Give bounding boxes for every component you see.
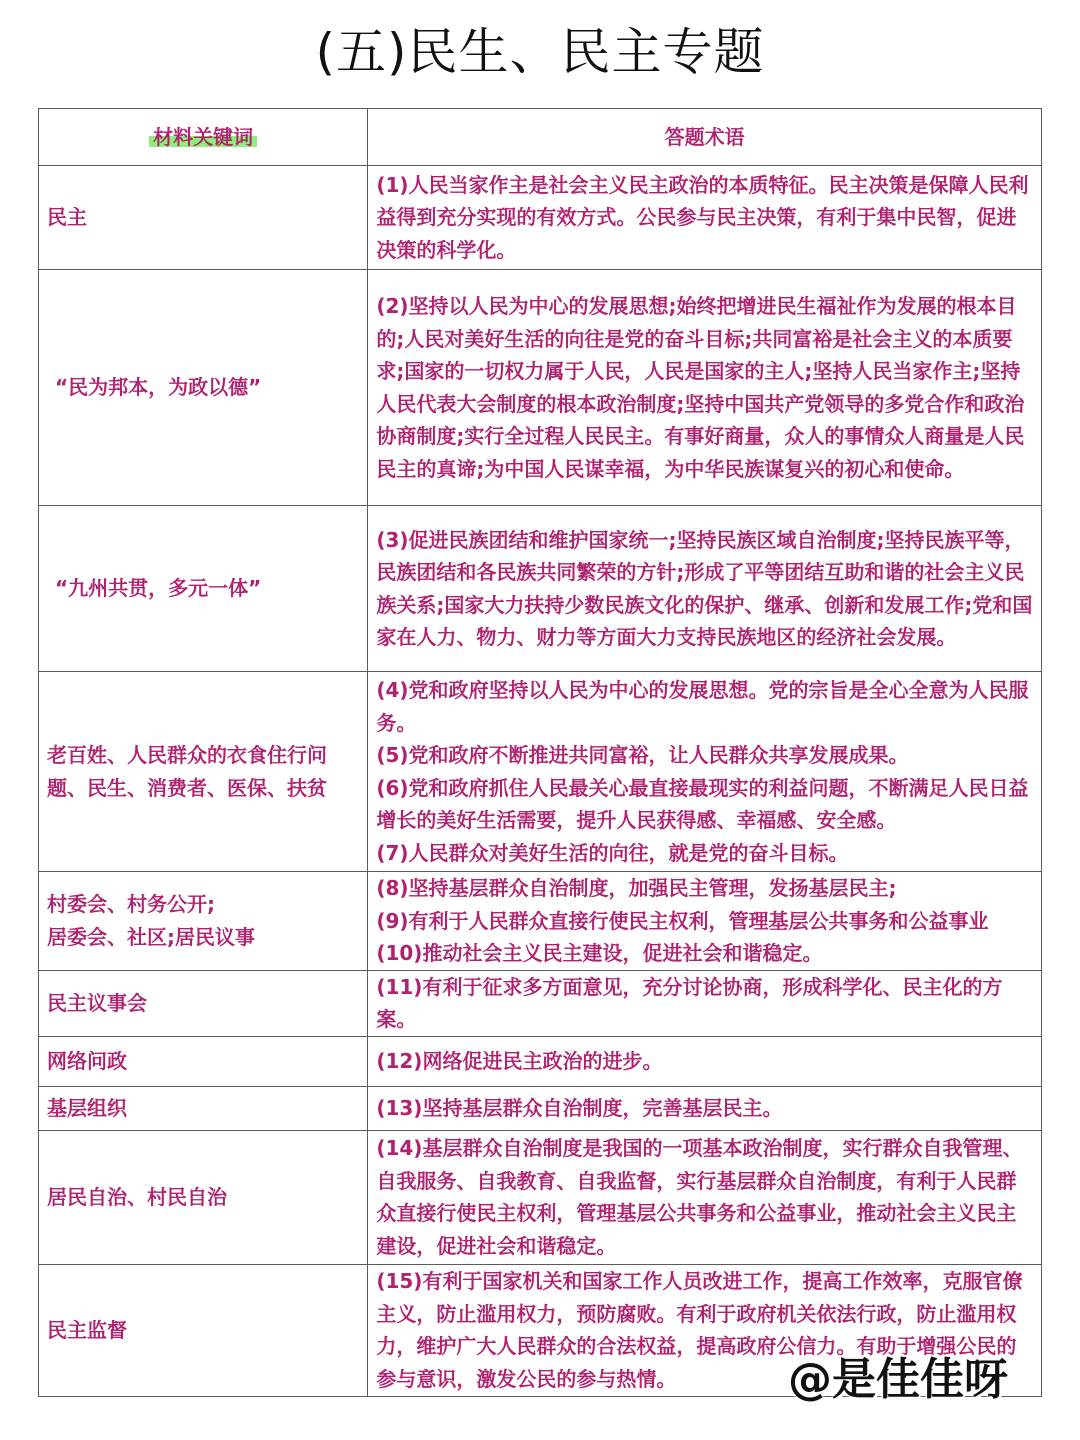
answer-column-header-label: 答题术语 (664, 124, 745, 149)
table-row (39, 1086, 1042, 1130)
answer-text: (9)有利于人民群众直接行使民主权利，管理基层公共事务和公益事业 (376, 908, 989, 933)
answer-text: (5)党和政府不断推进共同富裕，让人民群众共享发展成果。 (376, 743, 909, 767)
table-row (39, 970, 1042, 1036)
keyword-column-header (39, 109, 368, 166)
keyword-text: 民主议事会 (47, 990, 147, 1015)
watermark: @是佳佳呀 (788, 1354, 1008, 1405)
answer-cell (368, 1036, 1042, 1086)
keyword-text: “九州共贯，多元一体” (55, 576, 262, 601)
table-row (39, 1036, 1042, 1086)
answer-text: (6)党和政府抓住人民最关心最直接最现实的利益问题，不断满足人民日益增长的美好生活需要，提升人民获得感、幸福感、安全感。 (376, 775, 1029, 832)
keyword-text: 网络问政 (47, 1048, 127, 1073)
keyword-text: 老百姓、人民群众的衣食住行问题、民生、消费者、医保、扶贫 (47, 743, 327, 800)
keyword-answer-table (38, 108, 1042, 1397)
answer-text: (11)有利于征求多方面意见，充分讨论协商，形成科学化、民主化的方案。 (376, 974, 1003, 1031)
table-row (39, 672, 1042, 872)
table-row (39, 1130, 1042, 1264)
keyword-cell (39, 872, 368, 971)
table-body (39, 166, 1042, 1397)
answer-cell (368, 166, 1042, 270)
answer-cell (368, 506, 1042, 672)
answer-text: (13)坚持基层群众自治制度，完善基层民主。 (376, 1095, 783, 1120)
keyword-text: 民主 (47, 205, 87, 230)
answer-cell (368, 1086, 1042, 1130)
keyword-text: “民为邦本，为政以德” (55, 375, 262, 400)
table-row (39, 166, 1042, 270)
table-row (39, 506, 1042, 672)
answer-text: (8)坚持基层群众自治制度，加强民主管理，发扬基层民主; (376, 876, 897, 900)
page-title: (五)民生、民主专题 (315, 23, 765, 81)
answer-cell (368, 1130, 1042, 1264)
answer-cell (368, 672, 1042, 872)
keyword-text: 村委会、村务公开; (47, 892, 215, 917)
table-header-row (39, 109, 1042, 166)
answer-text: (14)基层群众自治制度是我国的一项基本政治制度，实行群众自我管理、自我服务、自我教育、自我监督，实行基层群众自治制度，有利于人民群众直接行使民主权利，管理基层公共事务和公益事业，推动社会主义民主建设，促进社会和谐稳定。 (376, 1136, 1023, 1258)
keyword-cell (39, 270, 368, 506)
answer-text: (10)推动社会主义民主建设，促进社会和谐稳定。 (376, 941, 823, 965)
table-row (39, 872, 1042, 971)
answer-text: (4)党和政府坚持以人民为中心的发展思想。党的宗旨是全心全意为人民服务。 (376, 678, 1029, 735)
keyword-text: 居民自治、村民自治 (47, 1184, 227, 1209)
keyword-cell (39, 1264, 368, 1396)
keyword-cell (39, 1130, 368, 1264)
keyword-cell (39, 1036, 368, 1086)
answer-text: (12)网络促进民主政治的进步。 (376, 1048, 663, 1073)
keyword-text: 居委会、社区;居民议事 (47, 924, 255, 949)
keyword-text: 民主监督 (47, 1317, 127, 1342)
table-row (39, 270, 1042, 506)
keyword-cell (39, 506, 368, 672)
answer-text: (7)人民群众对美好生活的向往，就是党的奋斗目标。 (376, 840, 849, 865)
keyword-cell (39, 1086, 368, 1130)
answer-cell (368, 970, 1042, 1036)
keyword-column-header-label: 材料关键词 (149, 125, 257, 149)
keyword-cell (39, 166, 368, 270)
answer-column-header (368, 109, 1042, 166)
answer-text: (3)促进民族团结和维护国家统一;坚持民族区域自治制度;坚持民族平等，民族团结和各民族共同繁荣的方针;形成了平等团结互助和谐的社会主义民族关系;国家大力扶持少数民族文化的保护、继承、创新和发展工作;党和国家在人力、物力、财力等方面大力支持民族地区的经济社会发展。 (376, 527, 1033, 649)
answer-text: (1)人民当家作主是社会主义民主政治的本质特征。民主决策是保障人民利益得到充分实现的有效方式。公民参与民主决策，有利于集中民智，促进决策的科学化。 (376, 172, 1029, 262)
answer-cell (368, 270, 1042, 506)
keyword-cell (39, 970, 368, 1036)
answer-text: (2)坚持以人民为中心的发展思想;始终把增进民生福祉作为发展的根本目的;人民对美好生活的向往是党的奋斗目标;共同富裕是社会主义的本质要求;国家的一切权力属于人民，人民是国家的主人;坚持人民当家作主;坚持人民代表大会制度的根本政治制度;坚持中国共产党领导的多党合作和政治协商制度;实行全过程人民民主。有事好商量，众人的事情众人商量是人民民主的真谛;为中国人民谋幸福，为中华民族谋复兴的初心和使命。 (376, 294, 1025, 481)
answer-text: (15)有利于国家机关和国家工作人员改进工作，提高工作效率，克服官僚主义，防止滥用权力，预防腐败。有利于政府机关依法行政，防止滥用权力，维护广大人民群众的合法权益，提高政府公信力。有助于增强公民的参与意识，激发公民的参与热情。 (376, 1269, 1023, 1391)
keyword-text: 基层组织 (47, 1095, 127, 1120)
keyword-cell (39, 672, 368, 872)
answer-cell (368, 872, 1042, 971)
